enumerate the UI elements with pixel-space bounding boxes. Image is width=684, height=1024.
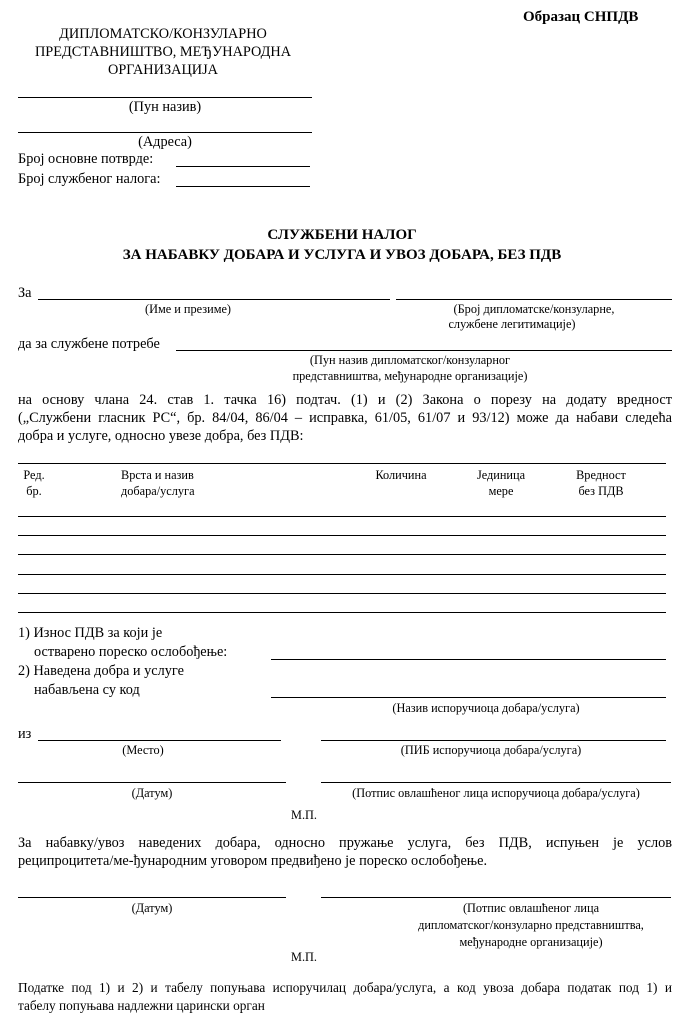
col-header-value-2: без ПДВ (578, 484, 624, 498)
address-line[interactable] (18, 132, 312, 133)
title-line-1: СЛУЖБЕНИ НАЛОГ (267, 227, 417, 243)
item1-line-1: 1) Износ ПДВ за који је (18, 625, 163, 641)
col-header-unit: Јединица (476, 468, 526, 482)
reciprocity-line-1: За набавку/увоз наведених добара, односно пружање услуга, без ПДВ, испуњен је услов (18, 835, 672, 851)
official-order-label: Број службеног налога: (18, 171, 161, 187)
table-row[interactable] (18, 554, 666, 555)
col-header-value: Вредност (576, 468, 626, 482)
org-header-line-2: ПРЕДСТАВНИШТВО, МЕЂУНАРОДНА (34, 44, 292, 60)
reciprocity-line-2: реципроцитета/ме-ђународним уговором предвиђено је пореско ослобођење. (18, 853, 488, 869)
mission-caption-line-2: представништва, међународне организације) (292, 369, 528, 383)
col-header-no-2: бр. (26, 484, 42, 498)
col-header-name: Врста и назив (121, 468, 194, 482)
footer-line-1: Податке под 1) и 2) и табелу попуњава испоручилац добара/услуга, а код увоза добара податак под 1) и (18, 980, 672, 995)
mission-caption-line-1: (Пун назив дипломатског/конзуларног (309, 353, 511, 367)
item2-line-2: набављена су код (34, 682, 140, 698)
mission-name-field[interactable] (176, 350, 672, 351)
legal-basis-line-3: добра и услуге, односно увезе добра, без ПДВ: (18, 428, 304, 444)
for-label: За (18, 285, 32, 301)
col-header-qty: Количина (375, 468, 427, 482)
basic-confirmation-field[interactable] (176, 166, 310, 167)
supplier-name-field[interactable] (271, 697, 666, 698)
reciprocity-paragraph (18, 834, 672, 870)
org-header-line-1: ДИПЛОМАТСКО/КОНЗУЛАРНО (59, 26, 267, 42)
legal-basis-paragraph (18, 391, 672, 445)
full-name-caption: (Пун назив) (128, 99, 202, 115)
mission-signature-caption-1: (Потпис овлашћеног лица (462, 901, 600, 915)
id-caption-line-2: службене легитимације) (448, 317, 576, 331)
mission-signature-caption-2: дипломатског/конзуларно представништва, (418, 918, 644, 932)
footer-note (18, 979, 672, 1015)
table-row[interactable] (18, 516, 666, 517)
table-top-rule (18, 463, 666, 464)
col-header-unit-2: мере (488, 484, 514, 498)
vat-amount-field[interactable] (271, 659, 666, 660)
date-caption: (Датум) (131, 786, 173, 800)
basic-confirmation-label: Број основне потврде: (18, 151, 154, 167)
id-caption-line-1: (Број дипломатске/конзуларне, (453, 302, 615, 316)
official-needs-label: да за службене потребе (18, 336, 160, 352)
full-name-line[interactable] (18, 97, 312, 98)
supplier-signature-caption: (Потпис овлашћеног лица испоручиоца добара/услуга) (352, 786, 640, 800)
supplier-caption: (Назив испоручиоца добара/услуга) (392, 701, 580, 715)
pib-caption: (ПИБ испоручиоца добара/услуга) (400, 743, 582, 757)
name-caption: (Име и презиме) (144, 302, 232, 316)
pib-field[interactable] (321, 740, 666, 741)
col-header-name-2: добара/услуга (121, 484, 195, 498)
legal-basis-line-1: на основу члана 24. став 1. тачка 16) подтач. (1) и (2) Закона о порезу на додату вредност (18, 392, 672, 408)
address-caption: (Адреса) (138, 134, 192, 150)
form-code: Образац СНПДВ (523, 9, 639, 25)
footer-line-2: табелу попуњава надлежни царински орган (18, 998, 265, 1013)
mission-signature-field[interactable] (321, 897, 671, 898)
table-row[interactable] (18, 593, 666, 594)
org-header-line-3: ОРГАНИЗАЦИЈА (108, 62, 218, 78)
official-order-field[interactable] (176, 186, 310, 187)
date-field-2[interactable] (18, 897, 286, 898)
date-field[interactable] (18, 782, 286, 783)
name-field[interactable] (38, 299, 390, 300)
legal-basis-line-2: („Службени гласник РС“, бр. 84/04, 86/04 – исправка, 61/05, 61/07 и 93/12) може да набави следећа (18, 410, 672, 426)
from-label: из (18, 726, 32, 742)
item2-line-1: 2) Наведена добра и услуге (18, 663, 184, 679)
table-row[interactable] (18, 535, 666, 536)
supplier-signature-field[interactable] (321, 782, 671, 783)
title-line-2: ЗА НАБАВКУ ДОБАРА И УСЛУГА И УВОЗ ДОБАРА, БЕЗ ПДВ (122, 247, 562, 263)
stamp-place-2: М.П. (291, 950, 317, 964)
table-row[interactable] (18, 612, 666, 613)
item1-line-2: остварено пореско ослобођење: (34, 644, 228, 660)
place-caption: (Место) (122, 743, 164, 757)
table-row[interactable] (18, 574, 666, 575)
col-header-no: Ред. (23, 468, 45, 482)
mission-signature-caption-3: међународне организације) (459, 935, 603, 949)
stamp-place: М.П. (291, 808, 317, 822)
id-number-field[interactable] (396, 299, 672, 300)
date-caption-2: (Датум) (131, 901, 173, 915)
place-field[interactable] (38, 740, 281, 741)
